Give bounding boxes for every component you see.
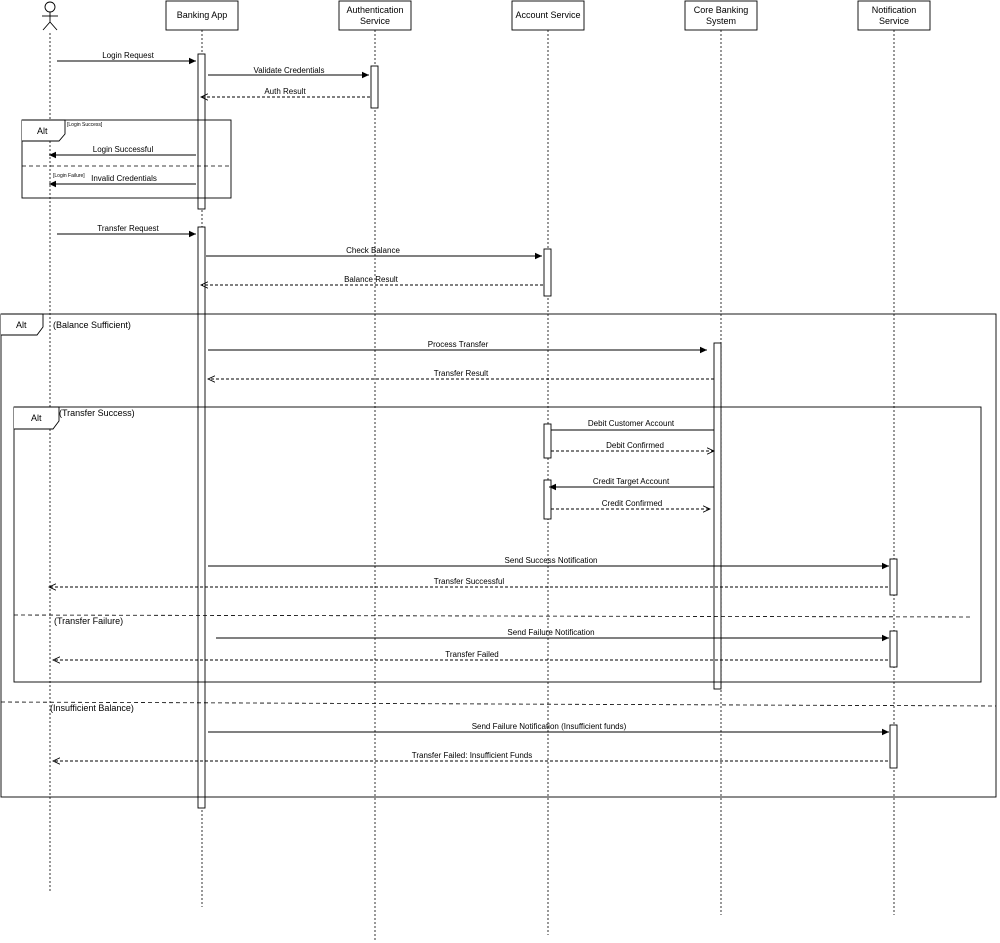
notification-service-label-line1: Notification [871, 5, 917, 15]
message-check-balance [206, 246, 542, 256]
alt-label-login: Alt [37, 126, 48, 136]
message-credit-confirmed [551, 499, 710, 509]
debit-customer-account-label: Debit Customer Account [587, 419, 675, 428]
auth-service-label-line2: Service [359, 16, 391, 26]
user-actor-icon [42, 2, 58, 30]
message-transfer-request [57, 224, 196, 234]
guard-insufficient-balance: (Insufficient Balance) [50, 703, 134, 713]
alt-label-transfer: Alt [31, 413, 42, 423]
guard-login-success: [Login Success] [67, 122, 103, 128]
transfer-result-label: Transfer Result [433, 369, 489, 378]
message-balance-result [201, 275, 543, 285]
account-service-label: Account Service [515, 10, 581, 20]
check-balance-label: Check Balance [346, 246, 400, 255]
message-login-successful [49, 145, 196, 155]
transfer-successful-label: Transfer Successful [433, 577, 505, 586]
transfer-failed-insufficient-label: Transfer Failed: Insufficient Funds [411, 751, 533, 760]
login-request-label: Login Request [102, 51, 154, 60]
message-debit-confirmed [551, 441, 714, 451]
validate-credentials-label: Validate Credentials [253, 66, 325, 75]
message-transfer-failed [53, 650, 888, 660]
message-auth-result [201, 87, 370, 97]
credit-confirmed-label: Credit Confirmed [601, 499, 663, 508]
notification-activation-insufficient [890, 725, 897, 768]
account-service-activation-balance [544, 249, 551, 296]
core-banking-activation [714, 343, 721, 689]
guard-transfer-success: (Transfer Success) [59, 408, 135, 418]
message-transfer-result [208, 369, 714, 379]
auth-service-activation [371, 66, 378, 108]
balance-result-label: Balance Result [344, 275, 398, 284]
core-banking-label-line1: Core Banking [693, 5, 749, 15]
message-login-request [57, 51, 196, 61]
send-failure-notification-insufficient-label: Send Failure Notification (Insufficient funds) [471, 722, 627, 731]
alt-label-balance: Alt [16, 320, 27, 330]
message-send-success-notification [208, 556, 889, 566]
message-transfer-failed-insufficient [53, 751, 888, 761]
message-process-transfer [208, 340, 707, 350]
participant-account-service[interactable] [512, 1, 584, 30]
send-success-notification-label: Send Success Notification [504, 556, 598, 565]
notification-service-label-line2: Service [878, 16, 910, 26]
alt-fragment-transfer [14, 407, 981, 682]
login-successful-label: Login Successful [92, 145, 154, 154]
debit-confirmed-label: Debit Confirmed [606, 441, 664, 450]
account-service-activation-debit [544, 424, 551, 458]
account-service-activation-credit [544, 480, 551, 519]
messages [49, 51, 889, 761]
transfer-failed-label: Transfer Failed [445, 650, 499, 659]
message-send-failure-notification-insufficient [208, 722, 889, 732]
participant-notification-service[interactable] [858, 1, 930, 30]
process-transfer-label: Process Transfer [427, 340, 489, 349]
participant-core-banking[interactable] [685, 1, 757, 30]
message-send-failure-notification [216, 628, 889, 638]
banking-app-activation-login [198, 54, 205, 209]
lifelines [50, 30, 894, 940]
send-failure-notification-label: Send Failure Notification [507, 628, 595, 637]
guard-login-failure: [Login Failure] [53, 173, 85, 179]
transfer-request-label: Transfer Request [97, 224, 159, 233]
invalid-credentials-label: Invalid Credentials [91, 174, 157, 183]
message-credit-target-account [549, 477, 714, 487]
participant-auth-service[interactable] [339, 1, 411, 30]
notification-activation-failure [890, 631, 897, 667]
banking-app-label: Banking App [176, 10, 228, 20]
message-validate-credentials [208, 66, 369, 75]
auth-service-label-line1: Authentication [346, 5, 404, 15]
credit-target-account-label: Credit Target Account [592, 477, 670, 486]
participant-banking-app[interactable] [166, 1, 238, 30]
message-transfer-successful [49, 577, 888, 587]
guard-transfer-failure: (Transfer Failure) [54, 616, 124, 626]
guard-balance-sufficient: (Balance Sufficient) [53, 320, 131, 330]
notification-activation-success [890, 559, 897, 595]
auth-result-label: Auth Result [264, 87, 306, 96]
core-banking-label-line2: System [705, 16, 737, 26]
message-debit-customer-account [551, 419, 714, 430]
activation-bars [198, 54, 897, 808]
